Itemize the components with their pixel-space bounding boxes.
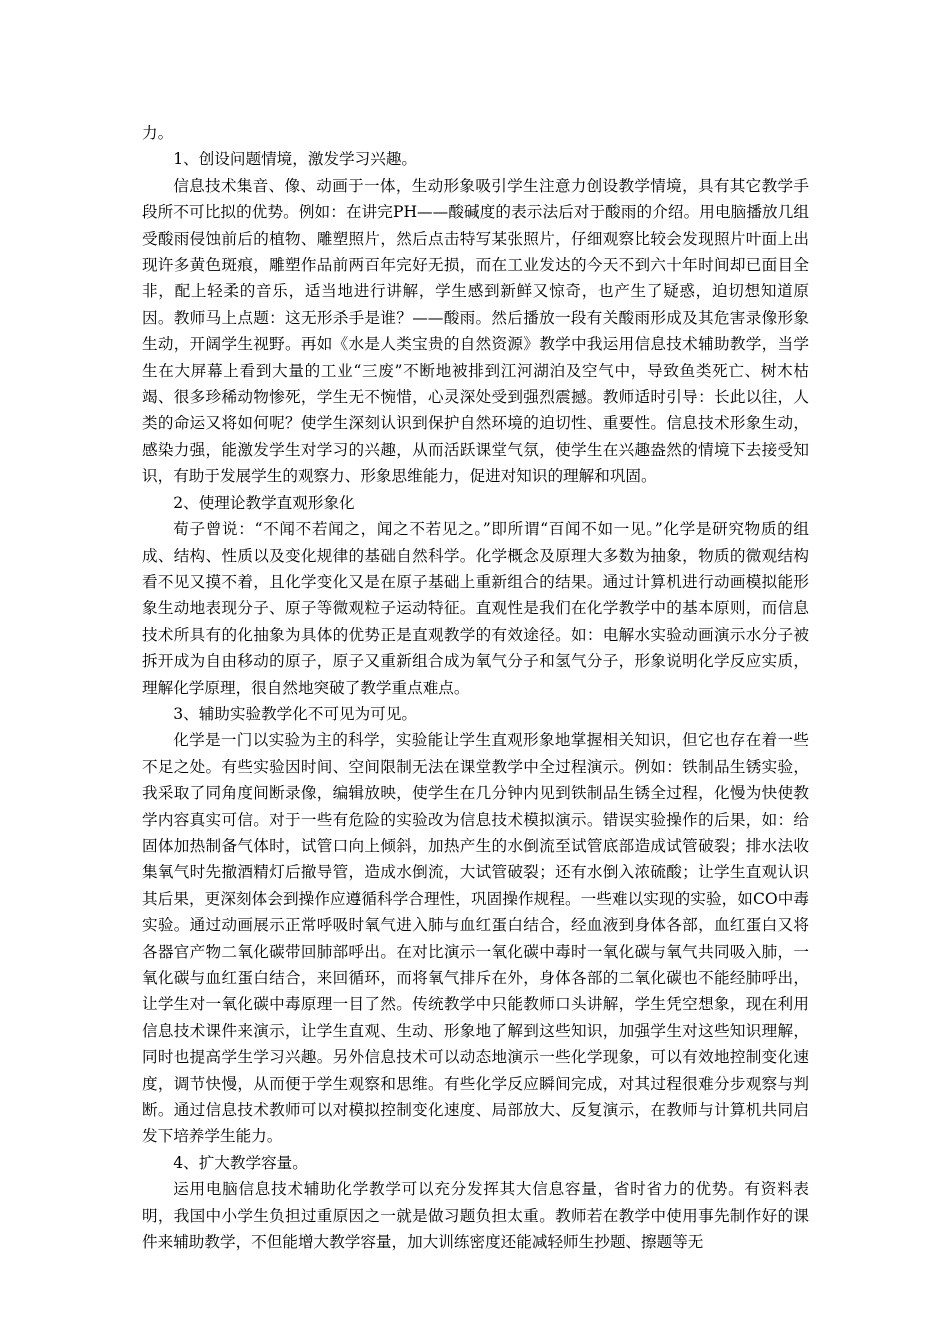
- paragraph-section-2: 荀子曾说：“不闻不若闻之，闻之不若见之。”即所谓“百闻不如一见。”化学是研究物质的组成、结构、性质以及变化规律的基础自然科学。化学概念及原理大多数为抽象，物质的微观结构看不见又摸不着，且化学变化又是在原子基础上重新组合的结果。通过计算机进行动画模拟能形象生动地表现分子、原子等微观粒子运动特征。直观性是我们在化学教学中的基本原则，而信息技术所具有的化抽象为具体的优势正是直观教学的有效途径。如：电解水实验动画演示水分子被拆开成为自由移动的原子，原子又重新组合成为氧气分子和氢气分子，形象说明化学反应实质，理解化学原理，很自然地突破了教学重点难点。: [142, 520, 809, 697]
- section-heading-4: 4、扩大教学容量。: [173, 1153, 308, 1172]
- paragraph-section-3: 化学是一门以实验为主的科学，实验能让学生直观形象地掌握相关知识，但它也存在着一些不足之处。有些实验因时间、空间限制无法在课堂教学中全过程演示。例如：铁制品生锈实验，我采取了同角度间断录像，编辑放映，使学生在几分钟内见到铁制品生锈全过程，化慢为快使教学内容真实可信。对于一些有危险的实验改为信息技术模拟演示。错误实验操作的后果，如：给固体加热制备气体时，试管口向上倾斜，加热产生的水倒流至试管底部造成试管破裂；排水法收集氧气时先撤酒精灯后撤导管，造成水倒流，大试管破裂；还有水倒入浓硫酸；让学生直观认识其后果，更深刻体会到操作应遵循科学合理性，巩固操作规程。一些难以实现的实验，如CO中毒实验。通过动画展示正常呼吸时氧气进入肺与血红蛋白结合，经血液到身体各部，血红蛋白又将各器官产物二氧化碳带回肺部呼出。在对比演示一氧化碳中毒时一氧化碳与氧气共同吸入肺，一氧化碳与血红蛋白结合，来回循环，而将氧气排斥在外，身体各部的二氧化碳也不能经肺呼出，让学生对一氧化碳中毒原理一目了然。传统教学中只能教师口头讲解，学生凭空想象，现在利用信息技术课件来演示，让学生直观、生动、形象地了解到这些知识，加强学生对这些知识理解，同时也提高学生学习兴趣。另外信息技术可以动态地演示一些化学现象，可以有效地控制变化速度，调节快慢，从而便于学生观察和思维。有些化学反应瞬间完成，对其过程很难分步观察与判断。通过信息技术教师可以对模拟控制变化速度、局部放大、反复演示，在教师与计算机共同启发下培养学生能力。: [142, 731, 809, 1146]
- paragraph-section-1: 信息技术集音、像、动画于一体，生动形象吸引学生注意力创设教学情境，具有其它教学手段所不可比拟的优势。例如：在讲完PH——酸碱度的表示法后对于酸雨的介绍。用电脑播放几组受酸雨侵蚀前后的植物、雕塑照片，然后点击特写某张照片，仔细观察比较会发现照片叶面上出现许多黄色斑痕，雕塑作品前两百年完好无损，而在工业发达的今天不到六十年时间却已面目全非，配上轻柔的音乐，适当地进行讲解，学生感到新鲜又惊奇，也产生了疑惑，迫切想知道原因。教师马上点题：这无形杀手是谁？——酸雨。然后播放一段有关酸雨形成及其危害录像形象生动，开阔学生视野。再如《水是人类宝贵的自然资源》教学中我运用信息技术辅助教学，当学生在大屏幕上看到大量的工业“三废”不断地被排到江河湖泊及空气中，导致鱼类死亡、树木枯竭、很多珍稀动物惨死，学生无不惋惜，心灵深处受到强烈震撼。教师适时引导：长此以往，人类的命运又将如何呢？使学生深刻认识到保护自然环境的迫切性、重要性。信息技术形象生动，感染力强，能激发学生对学习的兴趣，从而活跃课堂气氛，使学生在兴趣盎然的情境下去接受知识，有助于发展学生的观察力、形象思维能力，促进对知识的理解和巩固。: [142, 176, 809, 486]
- section-heading-3: 3、辅助实验教学化不可见为可见。: [173, 704, 418, 723]
- paragraph-continuation: 力。: [142, 124, 174, 142]
- document-body: [142, 120, 809, 1255]
- paragraph-section-4: 运用电脑信息技术辅助化学教学可以充分发挥其大信息容量，省时省力的优势。有资料表明，我国中小学生负担过重原因之一就是做习题负担太重。教师若在教学中使用事先制作好的课件来辅助教学，不但能增大教学容量，加大训练密度还能减轻师生抄题、擦题等无: [142, 1180, 809, 1252]
- section-heading-1: 1、创设问题情境，激发学习兴趣。: [173, 150, 418, 169]
- section-heading-2: 2、使理论教学直观形象化: [173, 493, 355, 512]
